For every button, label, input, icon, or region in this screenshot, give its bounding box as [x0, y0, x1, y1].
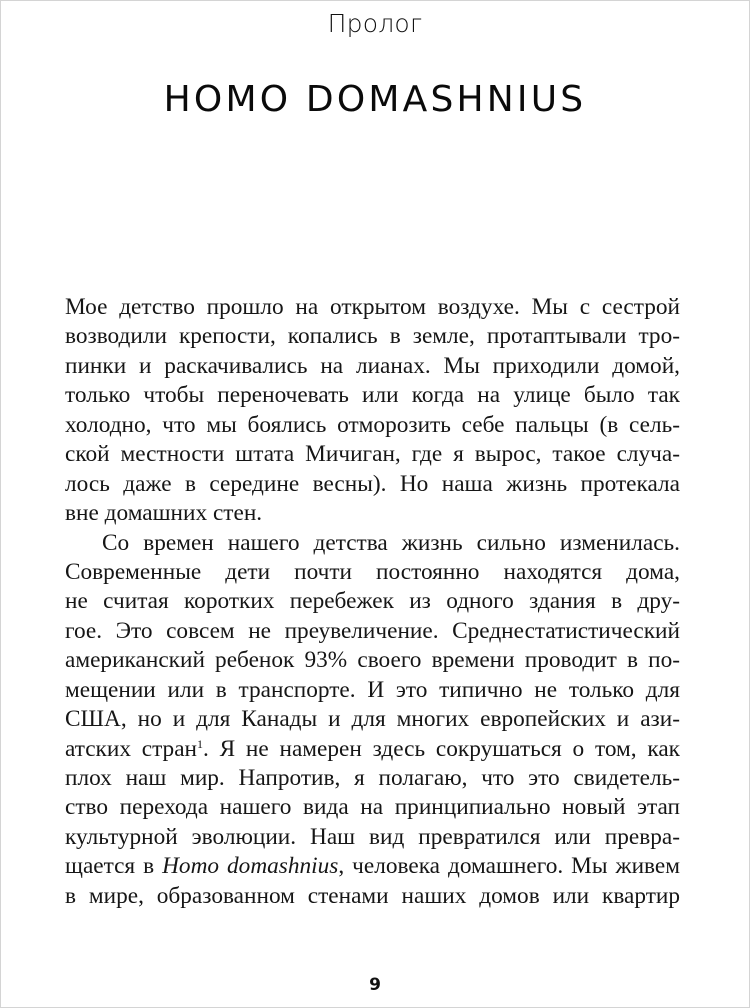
text-line: холодно, что мы боялись отморозить себе пальцы (в сель-: [65, 411, 680, 438]
text-line: культурной эволюции. Наш вид превратился или превра-: [65, 823, 680, 850]
text-fragment: щается в: [65, 853, 163, 880]
text-line: Современные дети почти постоянно находятся дома,: [65, 558, 680, 585]
text-fragment: , человека домашнего. Мы живем: [338, 853, 680, 880]
text-line: не считая коротких перебежек из одного здания в дру-: [65, 588, 680, 615]
text-line: Со времен нашего детства жизнь сильно изменилась.: [102, 529, 680, 556]
text-line-with-italic: [65, 852, 680, 881]
text-line: плох наш мир. Напротив, я полагаю, что это свидетель-: [65, 765, 680, 791]
text-line: вне домашних стен.: [65, 500, 263, 527]
chapter-title: HOMO DOMASHNIUS: [163, 79, 587, 120]
text-line: мещении или в транспорте. И это типично не только для: [65, 676, 680, 703]
text-line-with-footnote: [65, 735, 680, 764]
text-line: США, но и для Канады и для многих европейских и ази-: [65, 706, 680, 733]
footnote-reference[interactable]: 1: [197, 736, 204, 751]
text-fragment: . Я не намерен здесь сокрушаться о том, как: [203, 735, 680, 762]
body-text: [65, 293, 680, 911]
page-number: 9: [369, 975, 381, 995]
text-line: только чтобы переночевать или когда на улице было так: [65, 382, 680, 409]
text-line: Мое детство прошло на открытом воздухе. Мы с сестрой: [65, 294, 680, 320]
text-line: лось даже в середине весны). Но наша жизнь протекала: [65, 470, 680, 497]
text-line: ской местности штата Мичиган, где я вырос, такое случа-: [65, 441, 680, 468]
italic-term: Homo domashnius: [162, 853, 339, 880]
text-line: гое. Это совсем не преувеличение. Среднестатистический: [65, 617, 680, 644]
text-line: американский ребенок 93% своего времени проводит в по-: [65, 647, 680, 674]
chapter-label: Пролог: [327, 9, 423, 38]
text-line: возводили крепости, копались в земле, протаптывали тро-: [65, 323, 680, 350]
text-line: пинки и раскачивались на лианах. Мы приходили домой,: [65, 352, 680, 379]
text-line: в мире, образованном стенами наших домов или квартир: [65, 882, 680, 909]
text-line: ство перехода нашего вида на принципиально новый этап: [65, 794, 680, 821]
text-fragment: атских стран: [65, 735, 198, 762]
